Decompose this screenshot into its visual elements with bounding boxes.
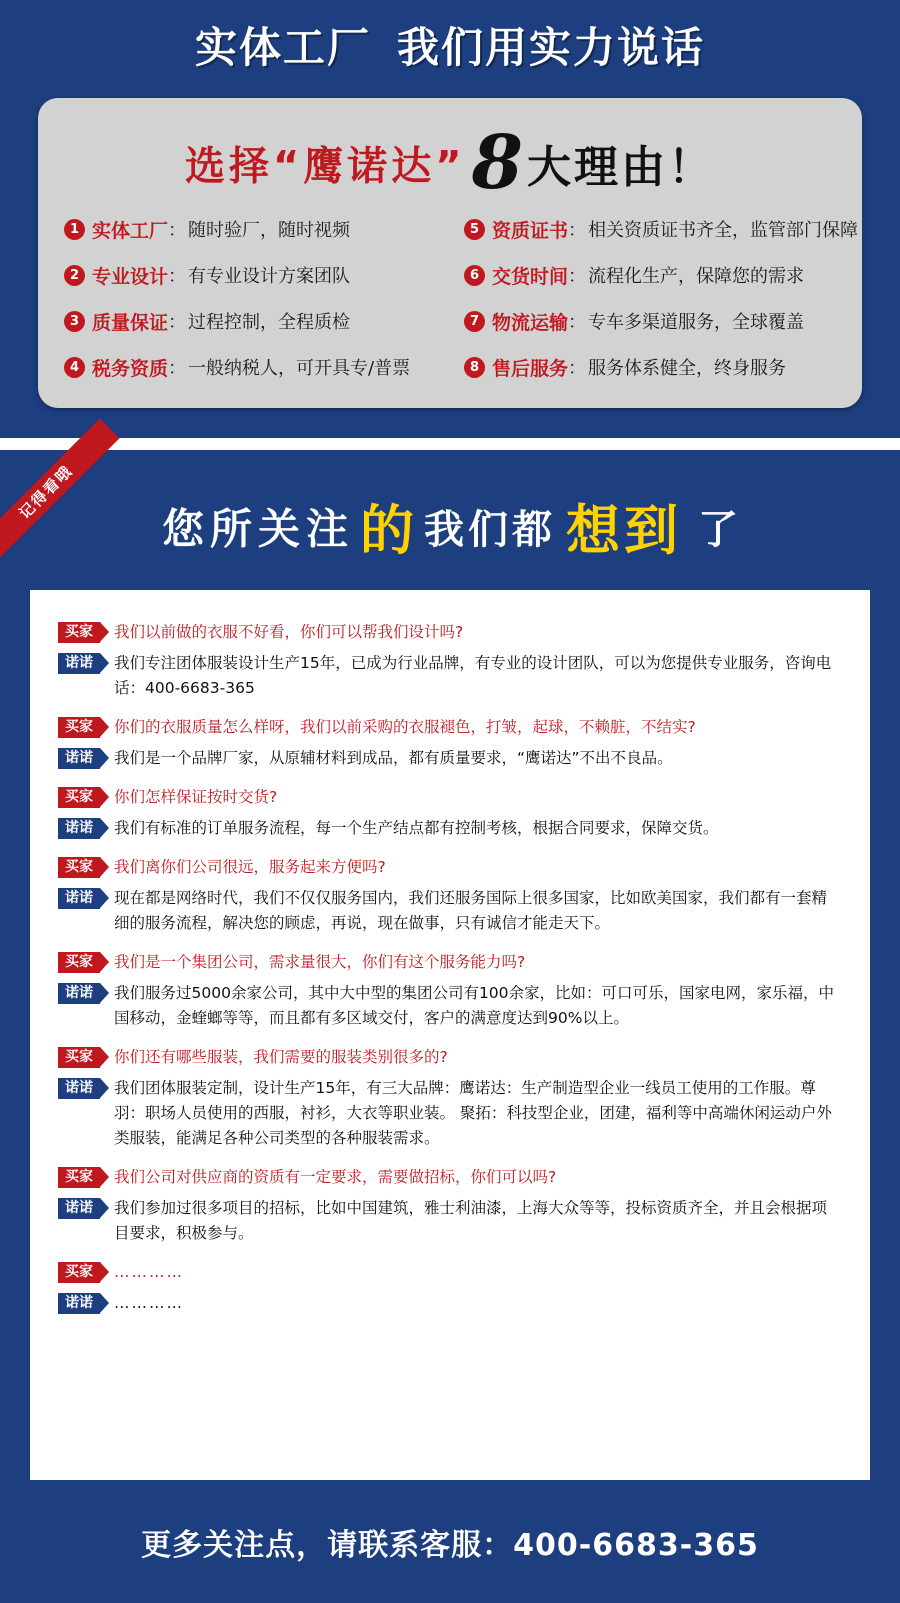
qa-question-text: ………… [114,1263,184,1281]
reason-separator: ： [168,266,187,286]
qa-question-text: 你们的衣服质量怎么样呀，我们以前采购的衣服褪色，打皱，起球，不赖脏，不结实? [114,718,696,736]
reason-number-badge: 3 [64,311,85,332]
section-divider [0,438,900,450]
reason-number-badge: 8 [464,357,485,378]
qa-block [58,1165,842,1246]
reason-text: 一般纳税人，可开具专/普票 [188,358,411,379]
qa-question-row [58,1045,842,1070]
qa-block [58,620,842,701]
footer-contact-text: 更多关注点，请联系客服：400-6683-365 [141,1527,759,1563]
reason-title: 质量保证 [92,311,169,334]
reason-title: 专业设计 [92,265,169,288]
qa-question-row [58,950,842,975]
reason-item [464,206,858,252]
reason-text: 有专业设计方案团队 [188,266,351,287]
reason-separator: ： [568,266,587,286]
answer-tag: 诺诺 [58,983,100,1004]
top-headline [0,22,900,74]
buyer-tag: 买家 [58,1262,100,1283]
reason-item [64,206,454,252]
qa-answer-row [58,816,842,841]
qa-answer-row [58,651,842,701]
reason-text: 服务体系健全，终身服务 [588,358,787,379]
qa-question-text: 我们以前做的衣服不好看，你们可以帮我们设计吗? [114,623,464,641]
answer-tag: 诺诺 [58,818,100,839]
reason-number-badge: 1 [64,219,85,240]
reason-text: 相关资质证书齐全，监管部门保障 [588,220,859,241]
reason-item [64,252,454,298]
answer-tag: 诺诺 [58,1078,100,1099]
qa-question-text: 你们还有哪些服装，我们需要的服装类别很多的? [114,1048,448,1066]
qa-answer-row [58,1076,842,1151]
qa-headline-part4: 想到 [566,499,682,562]
buyer-tag: 买家 [58,1167,100,1188]
reason-separator: ： [568,358,587,378]
reason-title: 资质证书 [492,219,569,242]
reason-text: 过程控制，全程质检 [188,312,351,333]
qa-headline-part2: 的 [360,499,414,562]
qa-answer-text: 我们是一个品牌厂家，从原辅材料到成品，都有质量要求，“鹰诺达”不出不良品。 [114,749,673,767]
qa-answer-row [58,981,842,1031]
qa-answer-text: 我们服务过5000余家公司，其中大中型的集团公司有100余家，比如：可口可乐，国家电网，家乐福，中国移动，金蝰螂等等，而且都有多区域交付，客户的满意度达到90%以上。 [114,984,835,1027]
qa-answer-row [58,886,842,936]
reason-item [464,252,858,298]
reason-number-badge: 7 [464,311,485,332]
qa-question-row [58,785,842,810]
reason-number-badge: 2 [64,265,85,286]
qa-card [30,590,870,1480]
buyer-tag: 买家 [58,857,100,878]
reason-text: 流程化生产，保障您的需求 [588,266,805,287]
reasons-title-red: 选择“鹰诺达” [184,143,466,190]
answer-tag: 诺诺 [58,653,100,674]
footer-contact-bar [0,1480,900,1603]
qa-block [58,950,842,1031]
qa-headline [0,450,900,565]
reason-title: 交货时间 [492,265,569,288]
qa-answer-text: 我们有标准的订单服务流程，每一个生产结点都有控制考核，根据合同要求，保障交货。 [114,819,719,837]
corner-ribbon: 记得看哦 [0,418,120,565]
qa-question-row [58,1165,842,1190]
reason-text: 随时验厂，随时视频 [188,220,351,241]
qa-answer-row [58,746,842,771]
reason-separator: ： [568,312,587,332]
buyer-tag: 买家 [58,622,100,643]
qa-headline-part1: 您所关注 [161,504,354,554]
reason-item [464,344,858,390]
reason-text: 专车多渠道服务，全球覆盖 [588,312,805,333]
reason-item [464,298,858,344]
reason-item [64,344,454,390]
qa-answer-row [58,1196,842,1246]
qa-block [58,855,842,936]
qa-block [58,715,842,771]
reason-title: 实体工厂 [92,219,169,242]
bottom-section [0,450,900,1603]
qa-question-row [58,855,842,880]
top-headline-part1: 实体工厂 [194,23,371,72]
qa-answer-text: 我们团体服装定制，设计生产15年，有三大品牌：鹰诺达：生产制造型企业一线员工使用的工作服。尊羽：职场人员使用的西服，衬衫，大衣等职业装。 聚拓：科技型企业，团建，福利等中高端休闲运动户外类服装，能满足各种公司类型的各种服装需求。 [114,1079,832,1147]
reason-number-badge: 4 [64,357,85,378]
qa-question-text: 我们是一个集团公司，需求量很大，你们有这个服务能力吗? [114,953,526,971]
reason-number-badge: 6 [464,265,485,286]
buyer-tag: 买家 [58,717,100,738]
qa-question-text: 我们公司对供应商的资质有一定要求，需要做招标，你们可以吗? [114,1168,557,1186]
qa-question-row [58,1260,842,1285]
qa-question-text: 我们离你们公司很远，服务起来方便吗? [114,858,386,876]
reason-separator: ： [168,312,187,332]
reason-title: 税务资质 [92,357,169,380]
qa-answer-row [58,1291,842,1316]
qa-headline-part5: 了 [698,507,738,553]
qa-answer-text: 现在都是网络时代，我们不仅仅服务国内，我们还服务国际上很多国家，比如欧美国家，我们都有一套精细的服务流程，解决您的顾虑，再说，现在做事，只有诚信才能走天下。 [114,889,828,932]
answer-tag: 诺诺 [58,888,100,909]
reason-title: 售后服务 [492,357,569,380]
reason-separator: ： [568,220,587,240]
reason-title: 物流运输 [492,311,569,334]
reasons-card-title [38,98,862,206]
qa-block [58,785,842,841]
reason-item [64,298,454,344]
qa-question-text: 你们怎样保证按时交货? [114,788,278,806]
qa-answer-text: 我们专注团体服装设计生产15年，已成为行业品牌，有专业的设计团队，可以为您提供专业服务，咨询电话：400-6683-365 [114,654,832,697]
reasons-card [38,98,862,408]
qa-block [58,1045,842,1151]
qa-answer-text: 我们参加过很多项目的招标，比如中国建筑，雅士利油漆，上海大众等等，投标资质齐全，并且会根据项目要求，积极参与。 [114,1199,828,1242]
top-section [0,0,900,438]
qa-question-row [58,715,842,740]
answer-tag: 诺诺 [58,1293,100,1314]
reason-number-badge: 5 [464,219,485,240]
reasons-title-number: 8 [471,120,524,206]
reasons-title-black: 大理由！ [527,142,716,193]
buyer-tag: 买家 [58,952,100,973]
reason-separator: ： [168,358,187,378]
buyer-tag: 买家 [58,787,100,808]
top-headline-part2: 我们用实力说话 [397,23,706,72]
buyer-tag: 买家 [58,1047,100,1068]
answer-tag: 诺诺 [58,748,100,769]
reasons-grid [38,206,862,390]
qa-answer-text: ………… [114,1294,184,1312]
answer-tag: 诺诺 [58,1198,100,1219]
qa-block [58,1260,842,1316]
qa-question-row [58,620,842,645]
reason-separator: ： [168,220,187,240]
qa-headline-part3: 我们都 [424,507,556,553]
